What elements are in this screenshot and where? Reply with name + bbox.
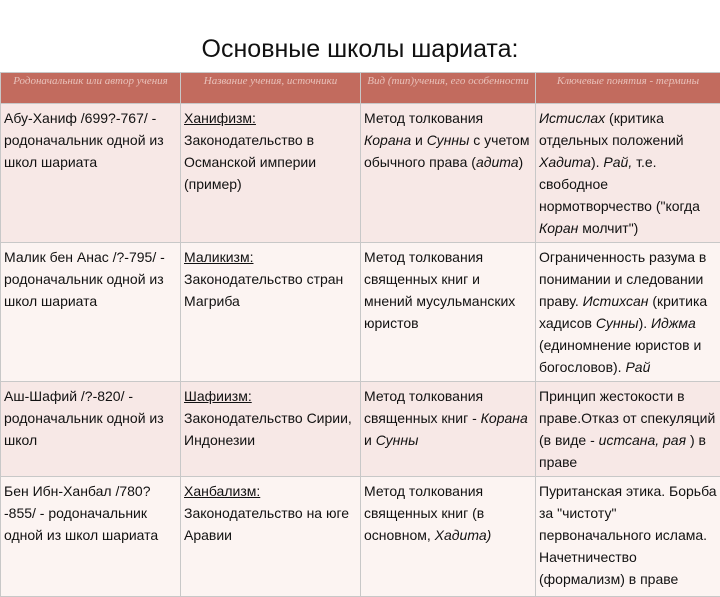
school-cell	[181, 477, 361, 597]
method-text: Сунны	[427, 132, 470, 148]
header-school: Название учения, источники	[181, 73, 361, 104]
method-text: Метод толкования	[364, 110, 483, 126]
school-desc: Законодательство в Османской империи (пример)	[184, 132, 316, 192]
terms-text: Хадита	[539, 154, 591, 170]
terms-text: Коран	[539, 220, 578, 236]
school-name: Ханифизм:	[184, 110, 256, 126]
terms-text: (единомнение юристов и богословов).	[539, 337, 701, 375]
table-row	[1, 382, 720, 477]
method-text: и	[411, 132, 427, 148]
table-header-row	[1, 73, 720, 104]
method-text: и	[364, 432, 376, 448]
school-cell	[181, 243, 361, 382]
header-type: Вид (тип)учения, его особенности	[361, 73, 536, 104]
method-text: Корана	[481, 410, 528, 426]
terms-text: Рай,	[603, 154, 632, 170]
method-text: Хадита)	[435, 527, 492, 543]
founder-cell: Аш-Шафий /?-820/ - родоначальник одной из школ	[1, 382, 181, 477]
terms-cell	[536, 104, 720, 243]
method-text: Корана	[364, 132, 411, 148]
terms-cell	[536, 382, 720, 477]
method-text: Сунны	[376, 432, 419, 448]
terms-text: Сунны	[596, 315, 639, 331]
terms-text: ) в праве	[539, 432, 706, 470]
terms-cell: Пуританская этика. Борьба за "чистоту" первоначального ислама. Начетничество (формализм) в праве	[536, 477, 720, 597]
school-desc: Законодательство стран Магриба	[184, 271, 343, 309]
terms-text: Ограниченность разума в понимании и следовании праву.	[539, 249, 706, 309]
schools-table	[0, 72, 720, 597]
school-cell	[181, 104, 361, 243]
terms-text: Принцип жестокости в праве.Отказ от спекуляций (в виде -	[539, 388, 715, 448]
terms-text: истсана, рая	[599, 432, 686, 448]
school-name: Ханбализм:	[184, 483, 260, 499]
terms-text: т.е. свободное нормотворчество ("когда	[539, 154, 700, 214]
school-cell	[181, 382, 361, 477]
page-title: Основные школы шариата:	[0, 34, 720, 64]
terms-text: ).	[639, 315, 651, 331]
terms-text: Истислах	[539, 110, 605, 126]
school-name: Маликизм:	[184, 249, 253, 265]
method-text: Метод толкования священных книг -	[364, 388, 483, 426]
founder-cell: Абу-Ханиф /699?-767/ - родоначальник одной из школ шариата	[1, 104, 181, 243]
method-text: с учетом обычного права (	[364, 132, 529, 170]
terms-cell	[536, 243, 720, 382]
header-founder: Родоначальник или автор учения	[1, 73, 181, 104]
founder-cell: Малик бен Анас /?-795/ - родоначальник одной из школ шариата	[1, 243, 181, 382]
terms-text: ).	[591, 154, 603, 170]
terms-text: (критика хадисов	[539, 293, 707, 331]
terms-text: (критика отдельных положений	[539, 110, 684, 148]
terms-text: Истихсан	[583, 293, 649, 309]
method-cell	[361, 382, 536, 477]
terms-text: Рай	[625, 359, 650, 375]
table-row	[1, 477, 720, 597]
method-cell	[361, 477, 536, 597]
table-row	[1, 104, 720, 243]
method-text: )	[519, 154, 524, 170]
terms-text: Иджма	[651, 315, 696, 331]
founder-cell: Бен Ибн-Ханбал /780?-855/ - родоначальник одной из школ шариата	[1, 477, 181, 597]
method-cell	[361, 104, 536, 243]
method-cell: Метод толкования священных книг и мнений мусульманских юристов	[361, 243, 536, 382]
method-text: адита	[476, 154, 519, 170]
table-row	[1, 243, 720, 382]
header-terms: Ключевые понятия - термины	[536, 73, 720, 104]
terms-text: молчит")	[578, 220, 638, 236]
school-desc: Законодательство Сирии, Индонезии	[184, 410, 352, 448]
method-text: Метод толкования священных книг (в основном,	[364, 483, 484, 543]
school-name: Шафиизм:	[184, 388, 252, 404]
school-desc: Законодательство на юге Аравии	[184, 505, 349, 543]
